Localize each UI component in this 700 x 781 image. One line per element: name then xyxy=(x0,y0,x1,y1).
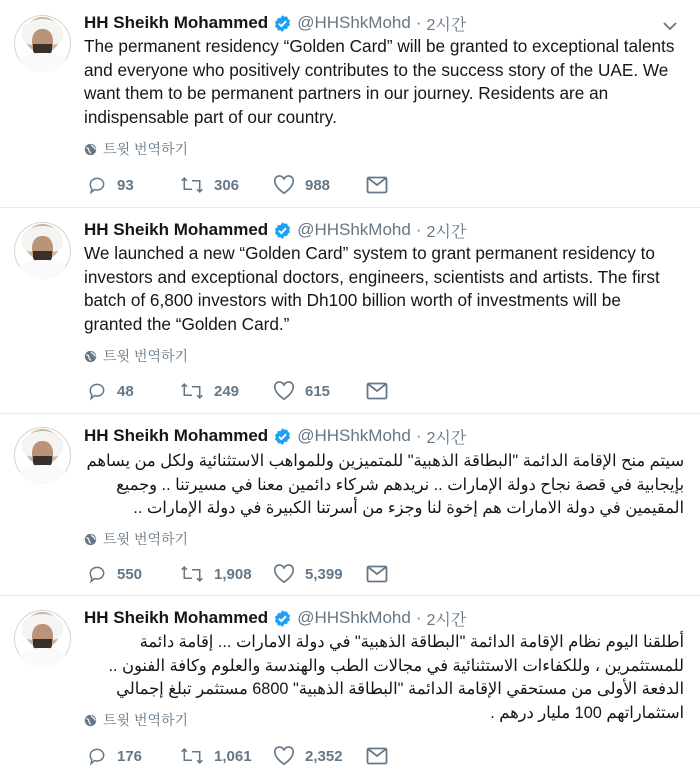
separator-dot: · xyxy=(415,426,422,445)
direct-message-icon xyxy=(366,382,388,400)
avatar[interactable] xyxy=(14,610,71,667)
direct-message-button[interactable] xyxy=(366,747,398,765)
retweet-icon xyxy=(180,746,204,766)
like-button[interactable] xyxy=(273,746,366,766)
like-count: 2,352 xyxy=(305,747,343,765)
retweet-button[interactable] xyxy=(180,175,273,195)
translate-link[interactable] xyxy=(84,710,188,730)
retweet-icon xyxy=(180,175,204,195)
retweet-button[interactable] xyxy=(180,746,273,766)
direct-message-icon xyxy=(366,747,388,765)
chevron-down-icon[interactable] xyxy=(662,18,678,34)
direct-message-button[interactable] xyxy=(366,565,398,583)
globe-icon xyxy=(84,143,97,156)
author-handle[interactable]: @HHShkMohd xyxy=(297,220,411,239)
retweet-button[interactable] xyxy=(180,564,273,584)
separator-dot: · xyxy=(415,13,422,32)
translate-label: 트윗 번역하기 xyxy=(103,712,189,728)
translate-label: 트윗 번역하기 xyxy=(103,141,189,157)
reply-icon xyxy=(87,175,107,195)
author-name[interactable]: HH Sheikh Mohammed xyxy=(84,220,269,239)
translate-link[interactable] xyxy=(84,346,188,366)
direct-message-button[interactable] xyxy=(366,382,398,400)
separator-dot: · xyxy=(415,220,422,239)
tweet-text: أطلقنا اليوم نظام الإقامة الدائمة "البطاقة الذهبية" في دولة الامارات ... إقامة دائمة للمستثمرين ، وللكفاءات الاستثنائية في مجالات الطب والهندسة والعلوم وكافة الفنون .. الدفعة الأولى من مستحقي الإقامة الدائمة "البطاقة الذهبية" 6800 مستثمر تبلغ إجمالي استثماراتهم 100 مليار درهم . xyxy=(108,633,684,722)
direct-message-button[interactable] xyxy=(366,176,398,194)
tweet-header xyxy=(84,607,466,629)
direct-message-icon xyxy=(366,565,388,583)
translate-label: 트윗 번역하기 xyxy=(103,348,189,364)
retweet-count: 306 xyxy=(214,176,240,194)
reply-count: 48 xyxy=(117,382,134,400)
tweet-text: We launched a new “Golden Card” system to grant permanent residency to investors and exceptional doctors, engineers, scientists and artists. The first batch of 6,800 investors with Dh100 billion worth of investments will be granted the “Golden Card.” xyxy=(84,243,660,335)
like-button[interactable] xyxy=(273,381,366,401)
tweet-card[interactable] xyxy=(0,208,700,414)
reply-button[interactable] xyxy=(87,175,180,195)
avatar[interactable] xyxy=(14,222,71,279)
reply-button[interactable] xyxy=(87,564,180,584)
verified-badge-icon xyxy=(273,221,292,240)
retweet-button[interactable] xyxy=(180,381,273,401)
globe-icon xyxy=(84,350,97,363)
author-handle[interactable]: @HHShkMohd xyxy=(297,426,411,445)
retweet-count: 1,061 xyxy=(214,747,252,765)
direct-message-icon xyxy=(366,176,388,194)
tweet-actions xyxy=(87,745,398,767)
reply-count: 550 xyxy=(117,565,143,583)
timestamp[interactable]: 2시간 xyxy=(426,16,467,34)
like-count: 988 xyxy=(305,176,331,194)
tweet-card[interactable] xyxy=(0,414,700,596)
globe-icon xyxy=(84,714,97,727)
reply-count: 93 xyxy=(117,176,134,194)
translate-link[interactable] xyxy=(84,139,188,159)
like-icon xyxy=(273,746,295,766)
like-count: 5,399 xyxy=(305,565,343,583)
like-icon xyxy=(273,564,295,584)
reply-button[interactable] xyxy=(87,746,180,766)
reply-icon xyxy=(87,564,107,584)
timestamp[interactable]: 2시간 xyxy=(426,611,467,629)
retweet-icon xyxy=(180,381,204,401)
retweet-count: 249 xyxy=(214,382,240,400)
tweet-header xyxy=(84,12,466,34)
retweet-count: 1,908 xyxy=(214,565,252,583)
separator-dot: · xyxy=(415,608,422,627)
like-icon xyxy=(273,175,295,195)
like-button[interactable] xyxy=(273,564,366,584)
avatar[interactable] xyxy=(14,427,71,484)
avatar[interactable] xyxy=(14,15,71,72)
tweet-actions xyxy=(87,380,398,402)
reply-icon xyxy=(87,381,107,401)
reply-button[interactable] xyxy=(87,381,180,401)
like-button[interactable] xyxy=(273,175,366,195)
tweet-text: The permanent residency “Golden Card” will be granted to exceptional talents and everyone who positively contributes to the success story of the UAE. We want them to be permanent partners in our journey. Residents are an indispensable part of our country. xyxy=(84,36,675,128)
tweet-card[interactable] xyxy=(0,0,700,208)
reply-count: 176 xyxy=(117,747,143,765)
timestamp[interactable]: 2시간 xyxy=(426,429,467,447)
like-count: 615 xyxy=(305,382,331,400)
timestamp[interactable]: 2시간 xyxy=(426,223,467,241)
author-name[interactable]: HH Sheikh Mohammed xyxy=(84,608,269,627)
reply-icon xyxy=(87,746,107,766)
retweet-icon xyxy=(180,564,204,584)
like-icon xyxy=(273,381,295,401)
author-handle[interactable]: @HHShkMohd xyxy=(297,608,411,627)
translate-label: 트윗 번역하기 xyxy=(103,531,189,547)
verified-badge-icon xyxy=(273,14,292,33)
globe-icon xyxy=(84,533,97,546)
tweet-header xyxy=(84,219,466,241)
verified-badge-icon xyxy=(273,427,292,446)
tweet-text: سيتم منح الإقامة الدائمة "البطاقة الذهبية" للمتميزين وللمواهب الاستثنائية ولكل من يساهم بإيجابية في قصة نجاح دولة الإمارات .. نريدهم شركاء دائمين معنا في مسيرتنا .. وجميع المقيمين في دولة الامارات هم إخوة لنا وجزء من أسرتنا الكبيرة في دولة الإمارات .. xyxy=(86,452,684,517)
author-name[interactable]: HH Sheikh Mohammed xyxy=(84,13,269,32)
tweet-header xyxy=(84,425,466,447)
author-handle[interactable]: @HHShkMohd xyxy=(297,13,411,32)
tweet-actions xyxy=(87,174,398,196)
tweet-actions xyxy=(87,563,398,585)
tweet-card[interactable] xyxy=(0,596,700,781)
translate-link[interactable] xyxy=(84,529,188,549)
verified-badge-icon xyxy=(273,609,292,628)
author-name[interactable]: HH Sheikh Mohammed xyxy=(84,426,269,445)
